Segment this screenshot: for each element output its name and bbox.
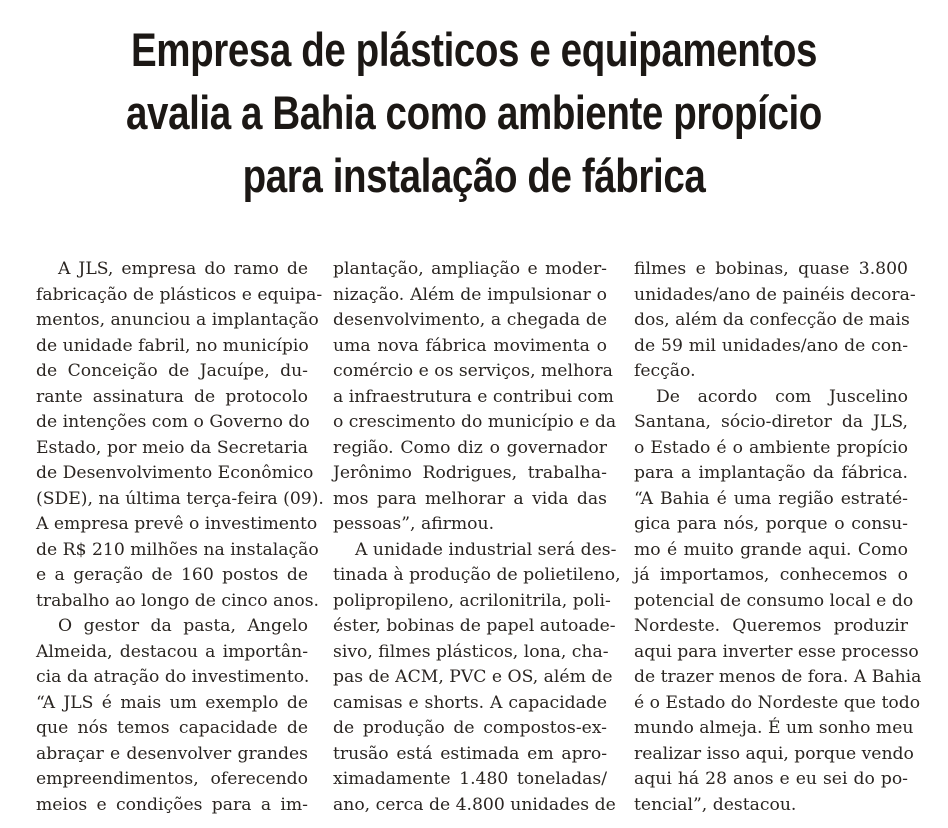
text-line: “A JLS é mais um exemplo de xyxy=(36,692,308,713)
text-line: dos, além da confecção de mais xyxy=(634,310,910,330)
text-line: fecção. xyxy=(634,361,696,381)
text-line: aqui para inverter esse processo xyxy=(634,641,919,662)
text-line: a infraestrutura e contribui com xyxy=(333,386,614,407)
text-line: A JLS, empresa do ramo de xyxy=(58,259,308,279)
text-line: tencial”, destacou. xyxy=(634,794,797,815)
text-line: abraçar e desenvolver grandes xyxy=(36,743,308,764)
text-line: é o Estado do Nordeste que todo xyxy=(634,692,921,713)
text-line: de 59 mil unidades/ano de con- xyxy=(634,335,908,356)
text-line: mentos, anunciou a implantação xyxy=(36,310,319,330)
text-line: região. Como diz o governador xyxy=(333,437,607,458)
text-line: o Estado é o ambiente propício xyxy=(634,437,908,458)
text-line: uma nova fábrica movimenta o xyxy=(333,335,607,356)
text-line: aqui há 28 anos e eu sei do po- xyxy=(634,769,908,789)
text-line: trusão está estimada em apro- xyxy=(333,743,607,764)
text-line: de Desenvolvimento Econômico xyxy=(36,463,314,483)
text-line: de unidade fabril, no município xyxy=(36,335,309,356)
text-line: de Conceição de Jacuípe, du- xyxy=(36,361,308,381)
text-line: o crescimento do município e da xyxy=(333,412,617,432)
text-line: A unidade industrial será des- xyxy=(355,539,617,560)
text-line: gica para nós, porque o consu- xyxy=(634,514,908,534)
text-line: (SDE), na última terça-feira (09). xyxy=(36,488,324,509)
text-line: para a implantação da fábrica. xyxy=(634,463,908,483)
article-headline xyxy=(85,18,862,207)
text-line: mundo almeja. É um sonho meu xyxy=(634,718,914,738)
text-line: potencial de consumo local e do xyxy=(634,590,914,611)
text-line: realizar isso aqui, porque vendo xyxy=(634,743,914,764)
text-line: meios e condições para a im- xyxy=(36,794,308,815)
text-line: mo é muito grande aqui. Como xyxy=(634,539,908,560)
text-line: Jerônimo Rodrigues, trabalha- xyxy=(333,463,607,483)
text-line: pas de ACM, PVC e OS, além de xyxy=(333,667,613,687)
text-line: e a geração de 160 postos de xyxy=(36,565,308,585)
text-line: de trazer menos de fora. A Bahia xyxy=(634,667,922,687)
text-line: plantação, ampliação e moder- xyxy=(333,259,607,279)
text-line: fabricação de plásticos e equipa- xyxy=(36,284,323,305)
text-line: éster, bobinas de papel autoade- xyxy=(333,616,616,636)
text-line: camisas e shorts. A capacidade xyxy=(333,692,607,713)
text-line: rante assinatura de protocolo xyxy=(36,386,308,407)
text-line: ximadamente 1.480 toneladas/ xyxy=(333,769,607,789)
text-line: polipropileno, acrilonitrila, poli- xyxy=(333,590,611,611)
headline-line-3: para instalação de fábrica xyxy=(242,149,706,202)
body-column-2 xyxy=(333,257,621,818)
text-line: ano, cerca de 4.800 unidades de xyxy=(333,794,616,815)
text-line: de produção de compostos-ex- xyxy=(333,718,607,738)
text-line: mos para melhorar a vida das xyxy=(333,488,607,509)
text-line: comércio e os serviços, melhora xyxy=(333,361,613,381)
text-line: A empresa prevê o investimento xyxy=(36,514,318,534)
text-line: De acordo com Juscelino xyxy=(656,386,908,407)
text-line: de R$ 210 milhões na instalação xyxy=(36,539,319,560)
text-line: de intenções com o Governo do xyxy=(36,412,310,432)
text-line: já importamos, conhecemos o xyxy=(634,565,908,585)
text-line: que nós temos capacidade de xyxy=(36,718,308,738)
text-line: “A Bahia é uma região estraté- xyxy=(634,488,908,509)
body-column-3 xyxy=(634,257,922,818)
text-line: pessoas”, afirmou. xyxy=(333,514,495,534)
text-line: filmes e bobinas, quase 3.800 xyxy=(634,259,908,279)
body-column-1 xyxy=(36,257,324,818)
text-line: cia da atração do investimento. xyxy=(36,667,310,687)
text-line: trabalho ao longo de cinco anos. xyxy=(36,590,319,611)
text-line: Nordeste. Queremos produzir xyxy=(634,616,908,636)
text-line: nização. Além de impulsionar o xyxy=(333,284,607,305)
text-line: Almeida, destacou a importân- xyxy=(36,641,308,662)
text-line: tinada à produção de polietileno, xyxy=(333,565,621,585)
text-line: O gestor da pasta, Angelo xyxy=(58,616,308,636)
text-line: desenvolvimento, a chegada de xyxy=(333,310,607,330)
text-line: sivo, filmes plásticos, lona, cha- xyxy=(333,641,609,662)
text-line: Estado, por meio da Secretaria xyxy=(36,437,308,458)
headline-line-1: Empresa de plásticos e equipamentos xyxy=(130,23,818,76)
text-line: Santana, sócio-diretor da JLS, xyxy=(634,412,908,432)
text-line: unidades/ano de painéis decora- xyxy=(634,284,916,305)
headline-line-2: avalia a Bahia como ambiente propício xyxy=(126,86,822,139)
text-line: empreendimentos, oferecendo xyxy=(36,769,308,789)
